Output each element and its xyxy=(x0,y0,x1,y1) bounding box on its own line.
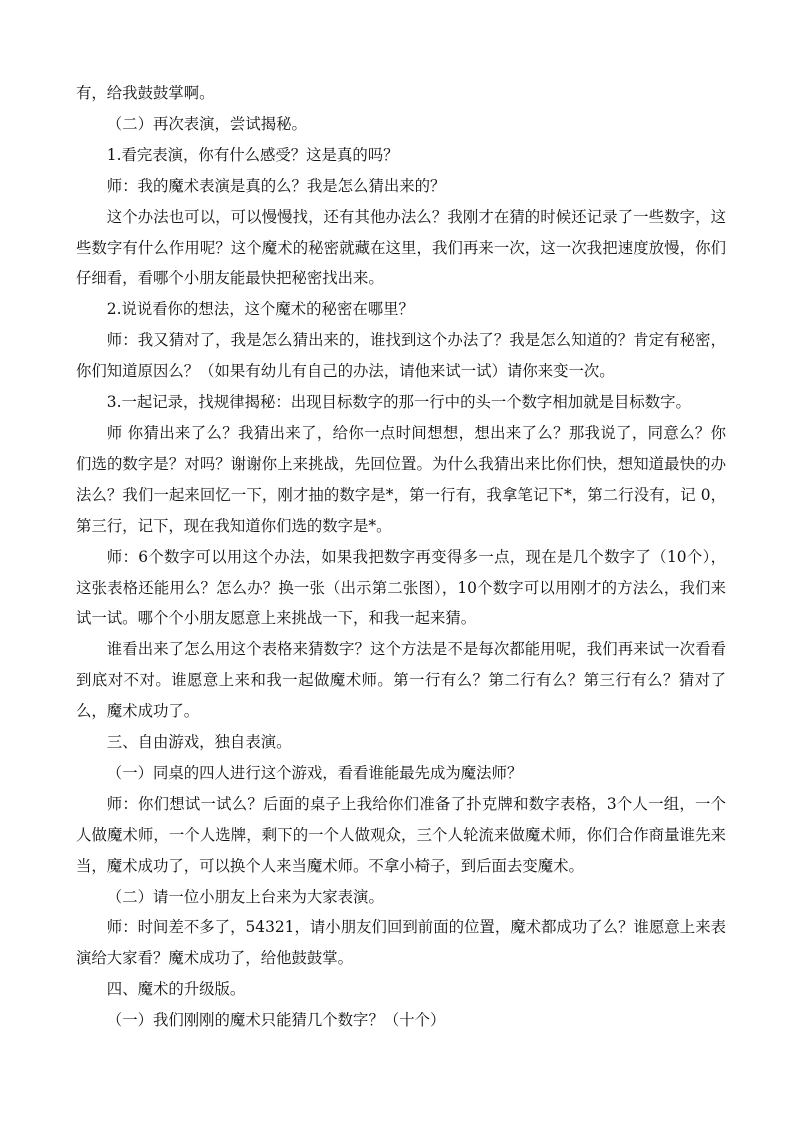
document-page xyxy=(76,78,726,1036)
paragraph-8: 3.一起记录，找规律揭秘：出现目标数字的那一行中的头一个数字相加就是目标数字。 xyxy=(106,393,691,412)
paragraph-11: 谁看出来了怎么用这个表格来猜数字？这个方法是不是每次都能用呢，我们再来试一次看看到底对不对。谁愿意上来和我一起做魔术师。第一行有么？第二行有么？第三行有么？猜对了么，魔术成功了。 xyxy=(76,640,726,721)
paragraph-3: 1.看完表演，你有什么感受？这是真的吗？ xyxy=(106,145,399,164)
paragraph-1: 有，给我鼓鼓掌啊。 xyxy=(76,84,215,102)
paragraph-18: （一）我们刚刚的魔术只能猜几个数字？（十个） xyxy=(106,1011,446,1030)
paragraph-13: （一）同桌的四人进行这个游戏，看看谁能最先成为魔法师？ xyxy=(106,763,523,782)
paragraph-9: 师 你猜出来了么？我猜出来了，给你一点时间想想，想出来了么？那我说了，同意么？你们选的数字是？对吗？谢谢你上来挑战，先回位置。为什么我猜出来比你们快，想知道最快的办法么？我们一起来回忆一下，刚才抽的数字是*，第一行有，我拿笔记下*，第二行没有，记 0，第三行，记下，现在我知道你们选的数字是*。 xyxy=(76,423,726,535)
paragraph-16: 师：时间差不多了，54321，请小朋友们回到前面的位置，魔术都成功了么？谁愿意上来表演给大家看？魔术成功了，给他鼓鼓掌。 xyxy=(76,918,726,968)
paragraph-2: （二）再次表演，尝试揭秘。 xyxy=(106,114,307,133)
paragraph-4: 师：我的魔术表演是真的么？我是怎么猜出来的？ xyxy=(106,176,446,195)
paragraph-6: 2.说说看你的想法，这个魔术的秘密在哪里？ xyxy=(106,300,414,319)
paragraph-5: 这个办法也可以，可以慢慢找，还有其他办法么？我刚才在猜的时候还记录了一些数字，这些数字有什么作用呢？这个魔术的秘密就藏在这里，我们再来一次，这一次我把速度放慢，你们仔细看，看哪个小朋友能最快把秘密找出来。 xyxy=(76,207,726,288)
paragraph-7: 师：我又猜对了，我是怎么猜出来的，谁找到这个办法了？我是怎么知道的？肯定有秘密，你们知道原因么？（如果有幼儿有自己的办法，请他来试一试）请你来变一次。 xyxy=(76,331,726,381)
paragraph-10: 师：6个数字可以用这个办法，如果我把数字再变得多一点，现在是几个数字了（10个），这张表格还能用么？怎么办？换一张（出示第二张图），10个数字可以用刚才的方法么，我们来试一试。哪个个小朋友愿意上来挑战一下，和我一起来猜。 xyxy=(76,547,726,628)
paragraph-17: 四、魔术的升级版。 xyxy=(106,980,246,999)
paragraph-15: （二）请一位小朋友上台来为大家表演。 xyxy=(106,887,384,906)
paragraph-12: 三、自由游戏，独自表演。 xyxy=(106,733,292,752)
paragraph-14: 师：你们想试一试么？后面的桌子上我给你们准备了扑克牌和数字表格，3个人一组，一个人做魔术师，一个人选牌，剩下的一个人做观众，三个人轮流来做魔术师，你们合作商量谁先来当，魔术成功了，可以换个人来当魔术师。不拿小椅子，到后面去变魔术。 xyxy=(76,794,726,875)
